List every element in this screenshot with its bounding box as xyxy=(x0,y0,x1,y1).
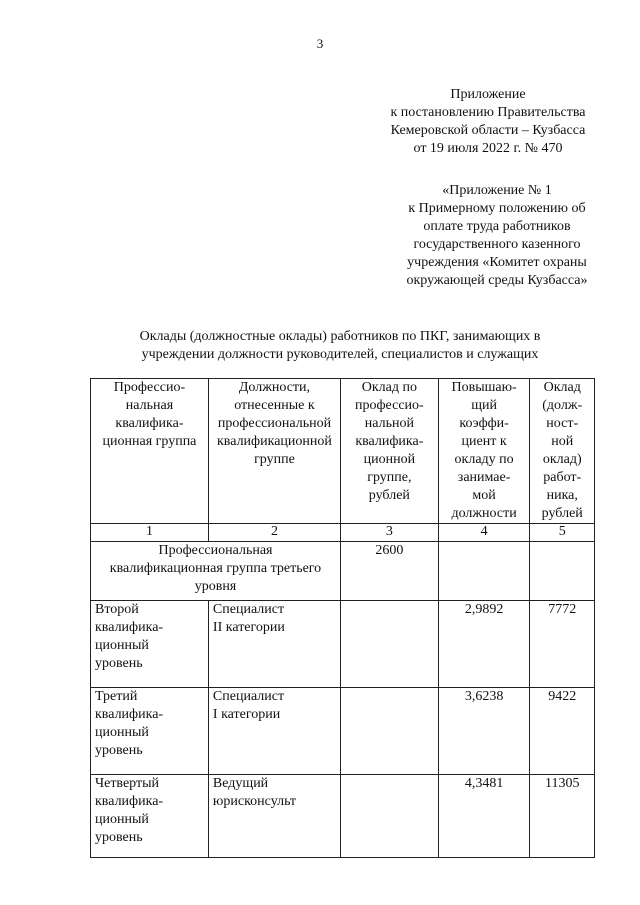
header-cell-salary: Оклад (долж- ност- ной оклад) работ- ника, рублей xyxy=(530,379,595,524)
empty-cell xyxy=(438,542,530,601)
table-title xyxy=(90,328,590,364)
title-line: Оклады (должностные оклады) работников по ПКГ, занимающих в xyxy=(139,329,541,344)
page-number: 3 xyxy=(316,36,324,51)
header-row xyxy=(91,379,595,524)
position-cell: Специалист II категории xyxy=(208,601,340,688)
empty-cell xyxy=(530,542,595,601)
appendix-line: к Примерному положению об xyxy=(408,201,586,216)
appendix-line: «Приложение № 1 xyxy=(442,183,552,198)
column-number: 2 xyxy=(208,524,340,542)
column-number: 5 xyxy=(530,524,595,542)
column-number: 4 xyxy=(438,524,530,542)
group-row xyxy=(91,542,595,601)
level-cell: Второй квалифика- ционный уровень xyxy=(91,601,209,688)
appendix-line: окружающей среды Кузбасса» xyxy=(406,273,588,288)
header-cell-base-salary: Оклад по профессио- нальной квалифика- ционной группе, рублей xyxy=(340,379,438,524)
coefficient-cell: 4,3481 xyxy=(438,775,530,858)
base-cell xyxy=(340,688,438,775)
appendix-block xyxy=(378,182,616,290)
column-number: 3 xyxy=(340,524,438,542)
table-row xyxy=(91,601,595,688)
salary-cell: 9422 xyxy=(530,688,595,775)
column-number: 1 xyxy=(91,524,209,542)
salary-cell: 11305 xyxy=(530,775,595,858)
approval-line: от 19 июля 2022 г. № 470 xyxy=(413,141,563,156)
position-cell: Ведущий юрисконсульт xyxy=(208,775,340,858)
salary-table xyxy=(90,378,595,858)
table-row xyxy=(91,688,595,775)
title-line: учреждении должности руководителей, специалистов и служащих xyxy=(141,347,539,362)
appendix-line: государственного казенного xyxy=(413,237,581,252)
header-cell-positions: Должности, отнесенные к профессиональной квалификационной группе xyxy=(208,379,340,524)
level-cell: Третий квалифика- ционный уровень xyxy=(91,688,209,775)
coefficient-cell: 3,6238 xyxy=(438,688,530,775)
header-cell-pkg: Профессио- нальная квалифика- ционная группа xyxy=(91,379,209,524)
position-cell: Специалист I категории xyxy=(208,688,340,775)
approval-line: к постановлению Правительства xyxy=(390,105,586,120)
salary-cell: 7772 xyxy=(530,601,595,688)
appendix-line: учреждения «Комитет охраны xyxy=(407,255,587,270)
approval-line: Кемеровской области – Кузбасса xyxy=(390,123,586,138)
appendix-line: оплате труда работников xyxy=(423,219,571,234)
table-row xyxy=(91,775,595,858)
group-base-salary: 2600 xyxy=(340,542,438,601)
base-cell xyxy=(340,601,438,688)
header-cell-coefficient: Повышаю- щий коэффи- циент к окладу по занимае- мой должности xyxy=(438,379,530,524)
column-number-row xyxy=(91,524,595,542)
approval-block xyxy=(368,86,608,158)
level-cell: Четвертый квалифика- ционный уровень xyxy=(91,775,209,858)
coefficient-cell: 2,9892 xyxy=(438,601,530,688)
approval-line: Приложение xyxy=(450,87,526,102)
base-cell xyxy=(340,775,438,858)
group-name: Профессиональная квалификационная группа третьего уровня xyxy=(91,542,341,601)
